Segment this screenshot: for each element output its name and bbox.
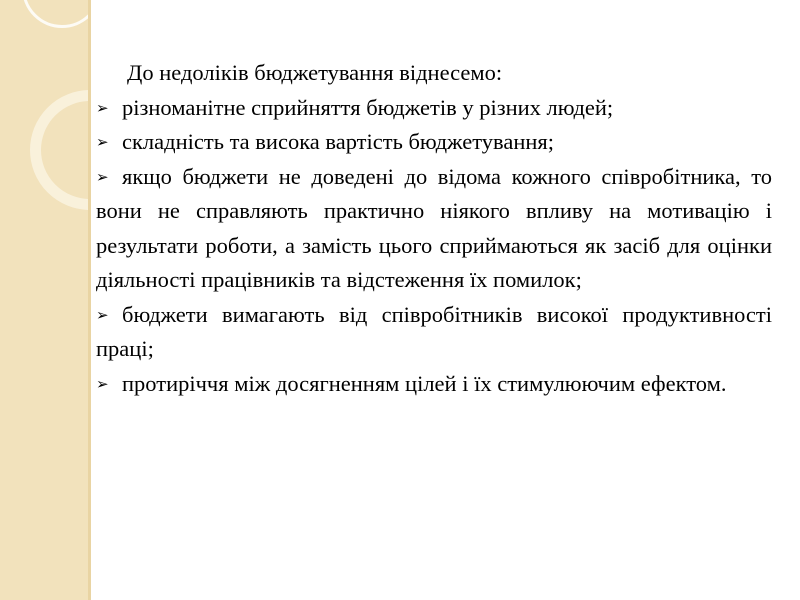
arrow-bullet-icon: ➢ (96, 133, 109, 151)
list-item (96, 160, 772, 298)
arrow-bullet-icon: ➢ (96, 167, 109, 186)
list-item-text: якщо бюджети не доведені до відома кожного співробітника, то вони не справляють практично ніякого впливу на мотивацію і результати роботи, а замість цього сприймаються як засіб для оцінки діяльності працівників та відстеження їх помилок; (96, 163, 772, 292)
side-band-edge (88, 0, 91, 600)
arrow-bullet-icon: ➢ (96, 98, 109, 117)
list-item-text: бюджети вимагають від співробітників високої продуктивності праці; (96, 301, 772, 361)
arrow-bullet-icon: ➢ (96, 305, 109, 324)
list-item-text: протиріччя між досягненням цілей і їх стимулюючим ефектом. (122, 370, 727, 396)
list-item (96, 125, 772, 160)
list-item (96, 367, 772, 402)
list-item (96, 91, 772, 126)
decorative-side-band (0, 0, 88, 600)
decorative-circle-top (22, 0, 88, 28)
list-item-text: різноманітне сприйняття бюджетів у різних людей; (122, 94, 614, 120)
intro-text: До недоліків бюджетування віднесемо: (127, 60, 503, 85)
decorative-circle-ring (30, 90, 88, 210)
slide-content (96, 56, 772, 401)
list-item (96, 298, 772, 367)
arrow-bullet-icon: ➢ (96, 374, 109, 393)
list-item-text: складність та висока вартість бюджетування; (122, 129, 555, 154)
